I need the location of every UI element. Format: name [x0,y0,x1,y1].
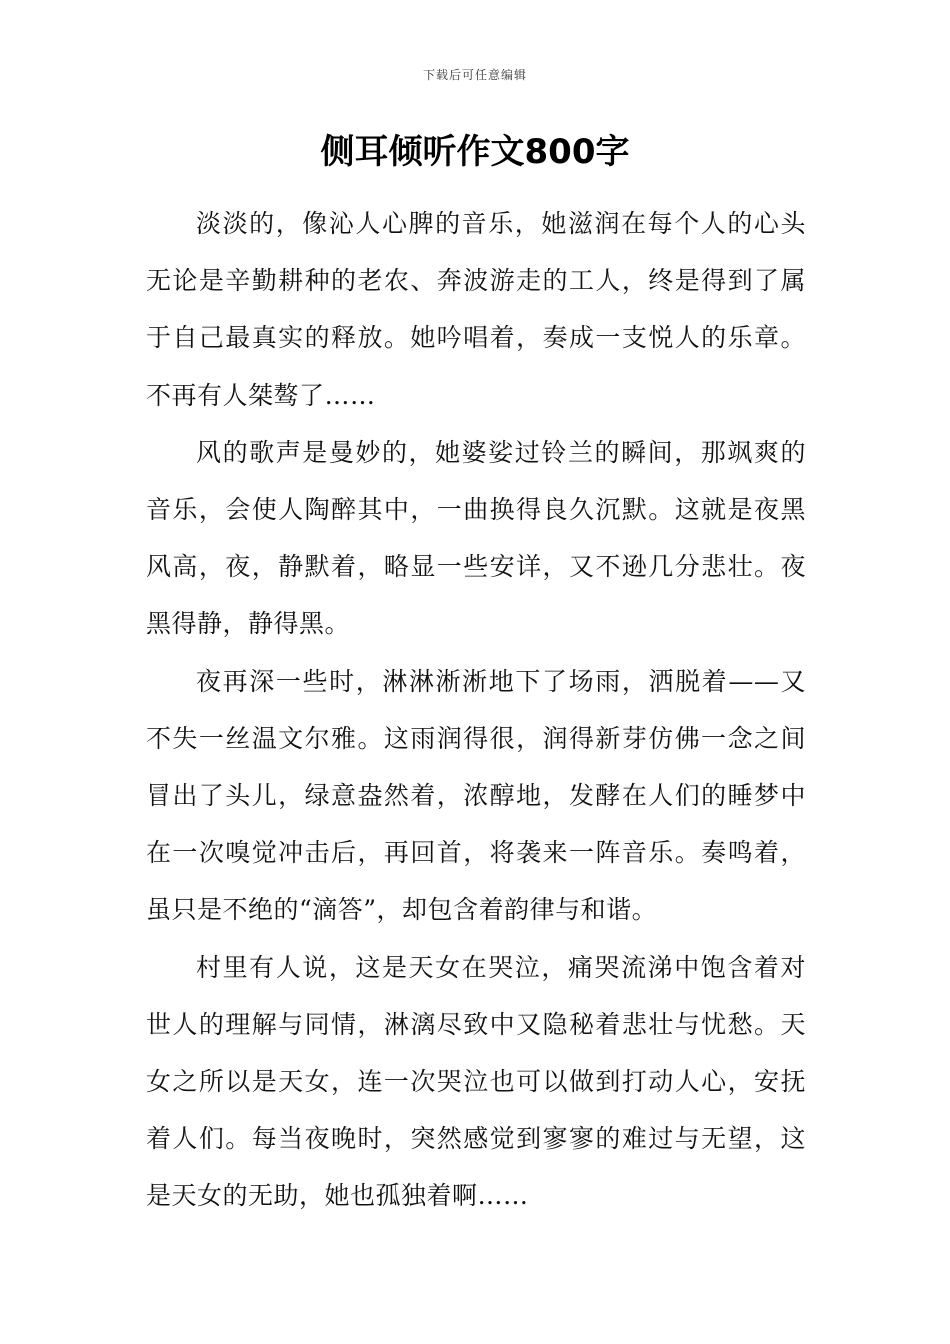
paragraph-1: 淡淡的，像沁人心脾的音乐，她滋润在每个人的心头无论是辛勤耕种的老农、奔波游走的工人，终是得到了属于自己最真实的释放。她吟唱着，奏成一支悦人的乐章。不再有人桀骜了…… [146,209,806,410]
header-note: 下载后可任意编辑 [422,68,527,82]
paragraph-3: 夜再深一些时，淋淋淅淅地下了场雨，洒脱着——又不失一丝温文尔雅。这雨润得很，润得新芽仿佛一念之间冒出了头儿，绿意盎然着，浓醇地，发酵在人们的睡梦中在一次嗅觉冲击后，再回首，将袭来一阵音乐。奏鸣着，虽只是不绝的“滴答”，却包含着韵律与和谐。 [146,666,806,925]
article-body [146,195,806,1225]
page-title: 侧耳倾听作文800字 [320,132,630,172]
paragraph-2: 风的歌声是曼妙的，她婆娑过铃兰的瞬间，那飒爽的音乐，会使人陶醉其中，一曲换得良久沉默。这就是夜黑风高，夜，静默着，略显一些安详，又不逊几分悲壮。夜黑得静，静得黑。 [146,437,806,639]
paragraph-4: 村里有人说，这是天女在哭泣，痛哭流涕中饱含着对世人的理解与同情，淋漓尽致中又隐秘着悲壮与忧愁。天女之所以是天女，连一次哭泣也可以做到打动人心，安抚着人们。每当夜晚时，突然感觉到寥寥的难过与无望，这是天女的无助，她也孤独着啊…… [146,952,806,1211]
